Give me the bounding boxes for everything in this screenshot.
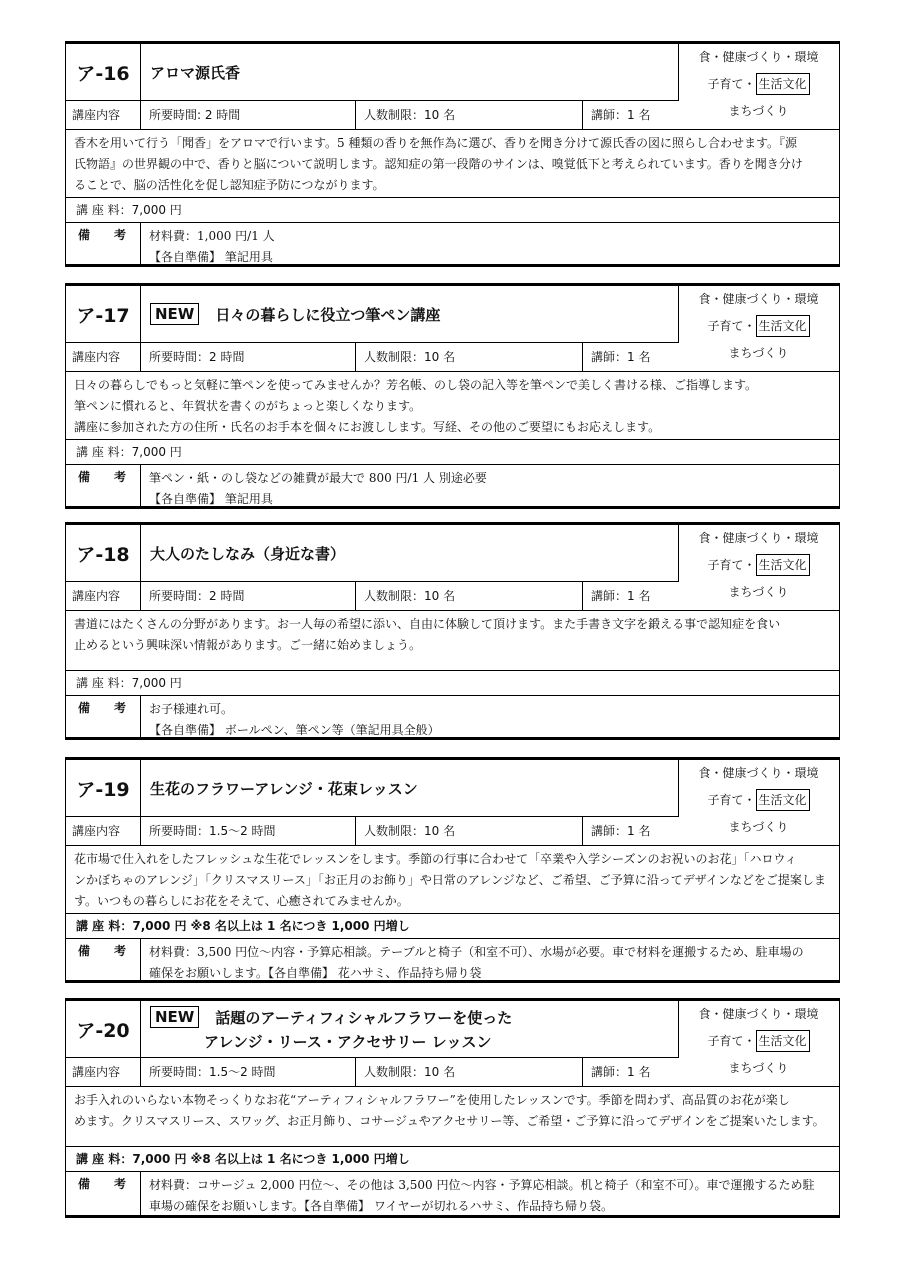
duration: 所要時間：1.5～2 時間 bbox=[141, 817, 356, 845]
category-line-1: 食・健康づくり・環境 bbox=[698, 531, 819, 545]
description-line: す。いつもの暮らしにお花をそえて、心癒されてみませんか。 bbox=[74, 894, 409, 908]
description-line: 香木を用いて行う「聞香」をアロマで行います。5 種類の香りを無作為に選び、香りを聞き分けて源氏香の図に照らし合わせます。『源 bbox=[74, 136, 798, 150]
description-line: 日々の暮らしでもっと気軽に筆ペンを使ってみませんか？芳名帳、のし袋の記入等を筆ペンで美しく書ける様、ご指導します。 bbox=[74, 378, 758, 392]
course-title bbox=[141, 44, 679, 100]
note-line: 車場の確保をお願いします。【各自準備】 ワイヤーが切れるハサミ、作品持ち帰り袋。 bbox=[149, 1199, 614, 1213]
duration: 所要時間：2 時間 bbox=[141, 582, 356, 610]
note-row bbox=[66, 464, 839, 506]
category-line-2 bbox=[678, 313, 839, 340]
description-line: お手入れのいらない本物そっくりなお花“アーティフィシャルフラワー”を使用したレッスンです。季節を問わず、高品質のお花が楽し bbox=[74, 1093, 790, 1107]
course-title-text-2: アレンジ・リース・アクセサリー レッスン bbox=[204, 1032, 492, 1051]
category-line-1: 食・健康づくり・環境 bbox=[698, 50, 819, 64]
note-label bbox=[66, 696, 141, 737]
category-highlight: 生活文化 bbox=[756, 554, 810, 576]
category-line-2 bbox=[678, 71, 839, 98]
duration: 所要時間: 2 時間 bbox=[141, 101, 356, 129]
note-label bbox=[66, 465, 141, 506]
course-code: ア-20 bbox=[66, 1001, 141, 1057]
duration: 所要時間：1.5～2 時間 bbox=[141, 1058, 356, 1086]
course-code: ア-18 bbox=[66, 525, 141, 581]
category-line-2 bbox=[678, 787, 839, 814]
course-card bbox=[65, 998, 840, 1218]
info-row bbox=[66, 342, 679, 371]
course-code: ア-17 bbox=[66, 286, 141, 342]
instructor: 講師：1 名 bbox=[591, 108, 651, 122]
category-prefix: 子育て・ bbox=[707, 793, 756, 807]
course-card bbox=[65, 757, 840, 983]
info-row bbox=[66, 1057, 679, 1086]
course-title-text: 大人のたしなみ（身近な書） bbox=[150, 544, 346, 563]
course-card bbox=[65, 283, 840, 509]
note-row bbox=[66, 1171, 839, 1215]
description-line: 花市場で仕入れをしたフレッシュな生花でレッスンをします。季節の行事に合わせて「卒業や入学シーズンのお祝いのお花」「ハロウィ bbox=[74, 852, 797, 866]
course-title bbox=[141, 1001, 679, 1057]
course-title bbox=[141, 760, 679, 816]
capacity: 人数制限：10 名 bbox=[356, 101, 583, 129]
note-label-a: 備 bbox=[78, 470, 91, 484]
note-row bbox=[66, 222, 839, 264]
content-label: 講座内容 bbox=[66, 582, 141, 610]
instructor: 講師：1 名 bbox=[591, 824, 651, 838]
duration: 所要時間：2 時間 bbox=[141, 343, 356, 371]
category-prefix: 子育て・ bbox=[707, 319, 756, 333]
note-label bbox=[66, 939, 141, 980]
note-line: 材料費：1,000 円/1 人 bbox=[149, 229, 275, 243]
category-box bbox=[678, 286, 839, 371]
category-line-1: 食・健康づくり・環境 bbox=[698, 1007, 819, 1021]
new-badge: NEW bbox=[150, 303, 199, 325]
note-label-a: 備 bbox=[78, 944, 91, 958]
description bbox=[66, 610, 839, 670]
category-line-1: 食・健康づくり・環境 bbox=[698, 766, 819, 780]
description bbox=[66, 1086, 839, 1146]
info-row bbox=[66, 816, 679, 845]
course-title bbox=[141, 525, 679, 581]
description-line: ンかぼちゃのアレンジ」「クリスマスリース」「お正月のお飾り」や日常のアレンジなど、ご希望、ご予算に沿ってデザインなどをご提案しま bbox=[74, 873, 826, 887]
note-text bbox=[141, 223, 839, 268]
category-prefix: 子育て・ bbox=[707, 77, 756, 91]
capacity: 人数制限：10 名 bbox=[356, 1058, 583, 1086]
fee-row: 講 座 料：7,000 円 ※8 名以上は 1 名につき 1,000 円増し bbox=[66, 1146, 839, 1171]
course-title-text: アロマ源氏香 bbox=[150, 63, 241, 82]
note-text bbox=[141, 465, 839, 510]
description bbox=[66, 845, 839, 913]
category-line-2 bbox=[678, 552, 839, 579]
category-highlight: 生活文化 bbox=[756, 315, 810, 337]
course-title-text: 話題のアーティフィシャルフラワーを使った bbox=[215, 1008, 513, 1027]
course-card bbox=[65, 41, 840, 267]
note-label bbox=[66, 223, 141, 264]
fee-row: 講 座 料：7,000 円 ※8 名以上は 1 名につき 1,000 円増し bbox=[66, 913, 839, 938]
note-label-a: 備 bbox=[78, 701, 91, 715]
category-box bbox=[678, 525, 839, 610]
capacity: 人数制限：10 名 bbox=[356, 343, 583, 371]
category-line-3: まちづくり bbox=[728, 104, 789, 118]
category-box bbox=[678, 44, 839, 129]
note-line: 筆ペン・紙・のし袋などの雑費が最大で 800 円/1 人 別途必要 bbox=[149, 471, 487, 485]
course-title-text: 生花のフラワーアレンジ・花束レッスン bbox=[150, 779, 418, 798]
fee-row: 講 座 料：7,000 円 bbox=[66, 439, 839, 464]
note-label-a: 備 bbox=[78, 1177, 91, 1191]
note-line: 材料費：コサージュ 2,000 円位～、その他は 3,500 円位～内容・予算応相談。机と椅子（和室不可）。車で運搬するため駐 bbox=[149, 1178, 815, 1192]
description-line: 筆ペンに慣れると、年賀状を書くのがちょっと楽しくなります。 bbox=[74, 399, 422, 413]
category-highlight: 生活文化 bbox=[756, 789, 810, 811]
description-line: めます。クリスマスリース、スワッグ、お正月飾り、コサージュやアクセサリー等、ご希望・ご予算に沿ってデザインをご提案いたします。 bbox=[74, 1114, 825, 1128]
course-title-text: 日々の暮らしに役立つ筆ペン講座 bbox=[215, 305, 441, 324]
note-line: 【各自準備】 ボールペン、筆ペン等（筆記用具全般） bbox=[149, 723, 440, 737]
content-label: 講座内容 bbox=[66, 1058, 141, 1086]
category-line-3: まちづくり bbox=[728, 346, 789, 360]
course-card bbox=[65, 522, 840, 740]
course-code: ア-19 bbox=[66, 760, 141, 816]
note-row bbox=[66, 938, 839, 980]
category-line-2 bbox=[678, 1028, 839, 1055]
description-line: 氏物語』の世界観の中で、香りと脳について説明します。認知症の第一段階のサインは、嗅覚低下と考えられています。香りを聞き分け bbox=[74, 157, 803, 171]
instructor: 講師：1 名 bbox=[591, 1065, 651, 1079]
info-row bbox=[66, 581, 679, 610]
info-row bbox=[66, 100, 679, 129]
note-text bbox=[141, 696, 839, 741]
category-box bbox=[678, 760, 839, 845]
course-code: ア-16 bbox=[66, 44, 141, 100]
category-line-3: まちづくり bbox=[728, 820, 789, 834]
note-line: 材料費：3,500 円位～内容・予算応相談。テーブルと椅子（和室不可）、水場が必要。車で材料を運搬するため、駐車場の bbox=[149, 945, 804, 959]
content-label: 講座内容 bbox=[66, 101, 141, 129]
fee-row: 講 座 料：7,000 円 bbox=[66, 670, 839, 695]
note-row bbox=[66, 695, 839, 737]
capacity: 人数制限：10 名 bbox=[356, 582, 583, 610]
content-label: 講座内容 bbox=[66, 817, 141, 845]
description bbox=[66, 129, 839, 197]
category-highlight: 生活文化 bbox=[756, 73, 810, 95]
note-text bbox=[141, 1172, 839, 1217]
category-prefix: 子育て・ bbox=[707, 1034, 756, 1048]
category-line-3: まちづくり bbox=[728, 1061, 789, 1075]
note-line: 確保をお願いします。【各自準備】 花ハサミ、作品持ち帰り袋 bbox=[149, 966, 482, 980]
description-line: 講座に参加された方の住所・氏名のお手本を個々にお渡しします。写経、その他のご要望にもお応えします。 bbox=[74, 420, 661, 434]
note-label-b: 考 bbox=[113, 701, 126, 715]
note-line: 【各自準備】 筆記用具 bbox=[149, 492, 273, 506]
capacity: 人数制限：10 名 bbox=[356, 817, 583, 845]
description-line: 書道にはたくさんの分野があります。お一人毎の希望に添い、自由に体験して頂けます。また手書き文字を鍛える事で認知症を食い bbox=[74, 617, 781, 631]
note-label-b: 考 bbox=[113, 944, 126, 958]
instructor: 講師：1 名 bbox=[591, 589, 651, 603]
note-line: 【各自準備】 筆記用具 bbox=[149, 250, 273, 264]
note-label-b: 考 bbox=[113, 470, 126, 484]
note-line: お子様連れ可。 bbox=[149, 702, 234, 716]
note-text bbox=[141, 939, 839, 984]
note-label-b: 考 bbox=[113, 1177, 126, 1191]
fee-row: 講 座 料：7,000 円 bbox=[66, 197, 839, 222]
description bbox=[66, 371, 839, 439]
course-title bbox=[141, 286, 679, 342]
category-line-3: まちづくり bbox=[728, 585, 789, 599]
description-line: ることで、脳の活性化を促し認知症予防につながります。 bbox=[74, 178, 385, 192]
category-box bbox=[678, 1001, 839, 1086]
instructor: 講師：1 名 bbox=[591, 350, 651, 364]
description-line: 止めるという興味深い情報があります。ご一緒に始めましょう。 bbox=[74, 638, 422, 652]
note-label-a: 備 bbox=[78, 228, 91, 242]
category-line-1: 食・健康づくり・環境 bbox=[698, 292, 819, 306]
category-prefix: 子育て・ bbox=[707, 558, 756, 572]
note-label bbox=[66, 1172, 141, 1215]
category-highlight: 生活文化 bbox=[756, 1030, 810, 1052]
note-label-b: 考 bbox=[113, 228, 126, 242]
content-label: 講座内容 bbox=[66, 343, 141, 371]
new-badge: NEW bbox=[150, 1006, 199, 1028]
